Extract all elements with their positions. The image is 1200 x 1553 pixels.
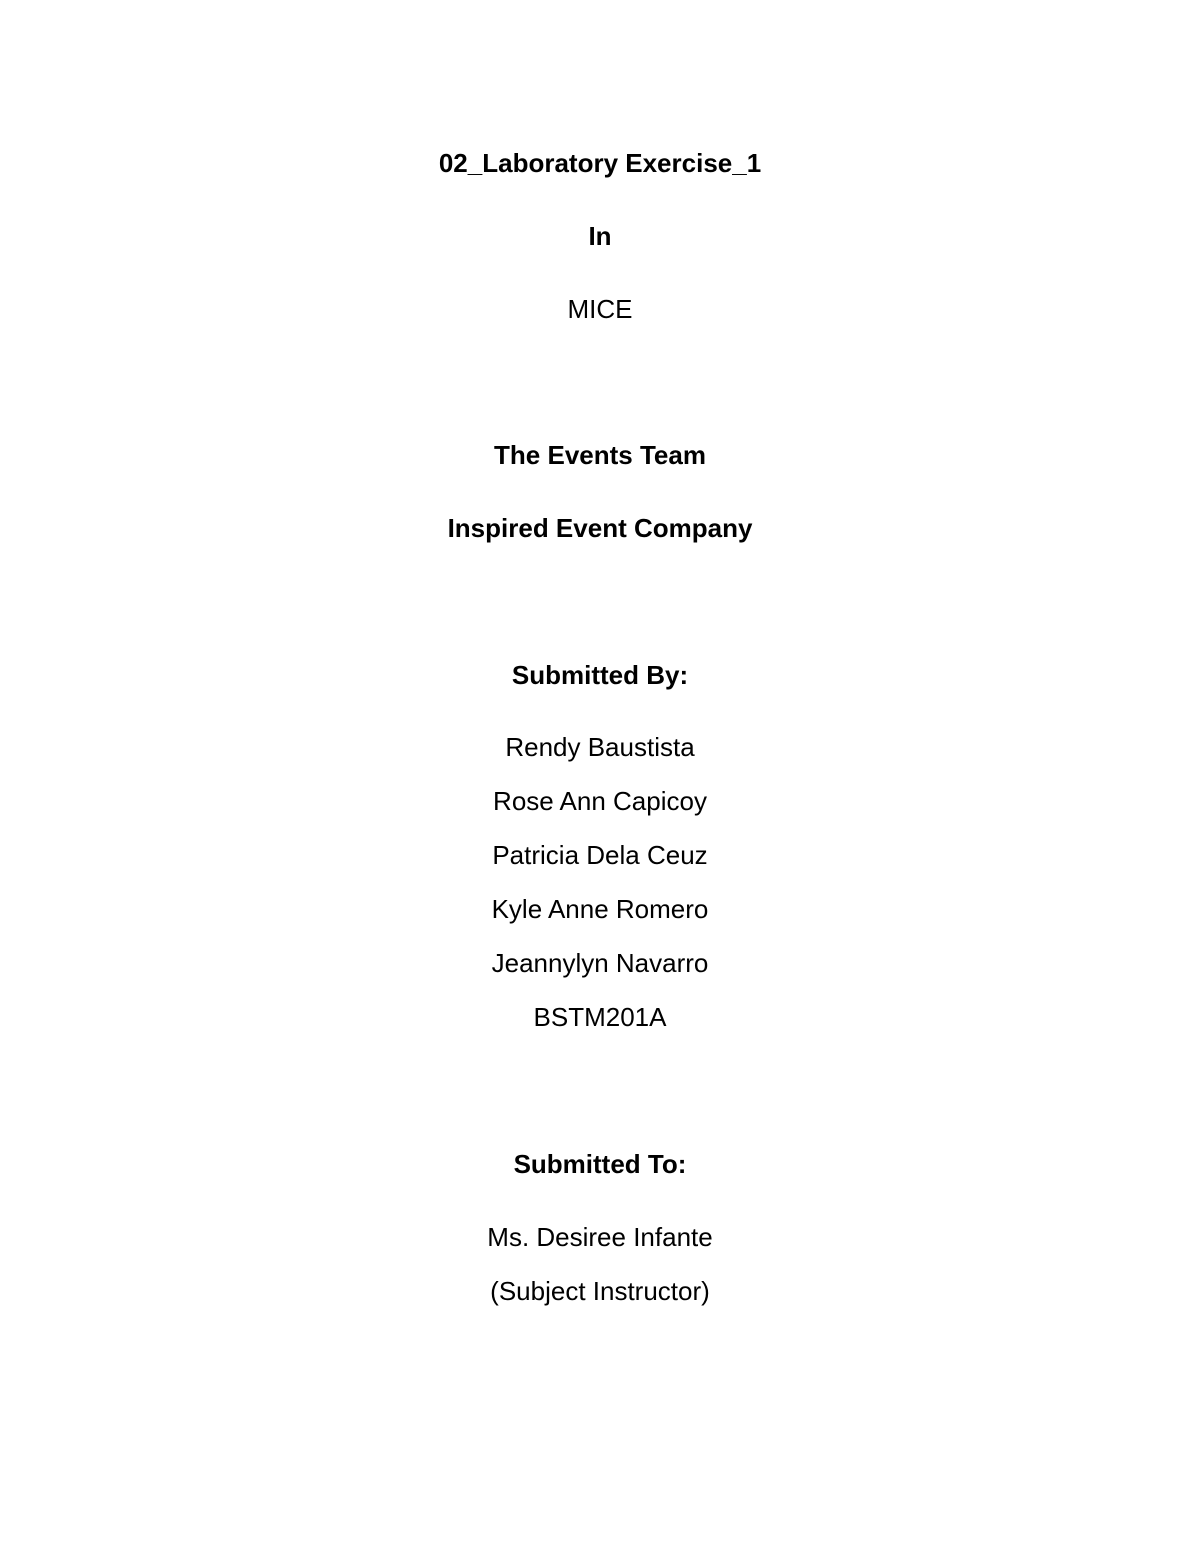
company-name: Inspired Event Company [447, 513, 753, 543]
submitted-to-heading: Submitted To: [513, 1149, 687, 1179]
section-code: BSTM201A [533, 1002, 667, 1032]
member-name: Jeannylyn Navarro [491, 948, 709, 978]
team-name: The Events Team [494, 440, 706, 470]
submitted-by-heading: Submitted By: [511, 660, 689, 690]
member-name: Kyle Anne Romero [491, 894, 709, 924]
document-title: 02_Laboratory Exercise_1 [438, 148, 762, 178]
member-name: Rendy Baustista [505, 732, 695, 762]
instructor-name: Ms. Desiree Infante [487, 1222, 713, 1252]
member-name: Patricia Dela Ceuz [492, 840, 708, 870]
title-connector: In [588, 221, 612, 251]
instructor-role: (Subject Instructor) [490, 1276, 710, 1306]
member-name: Rose Ann Capicoy [493, 786, 707, 816]
subject-name: MICE [567, 294, 633, 324]
